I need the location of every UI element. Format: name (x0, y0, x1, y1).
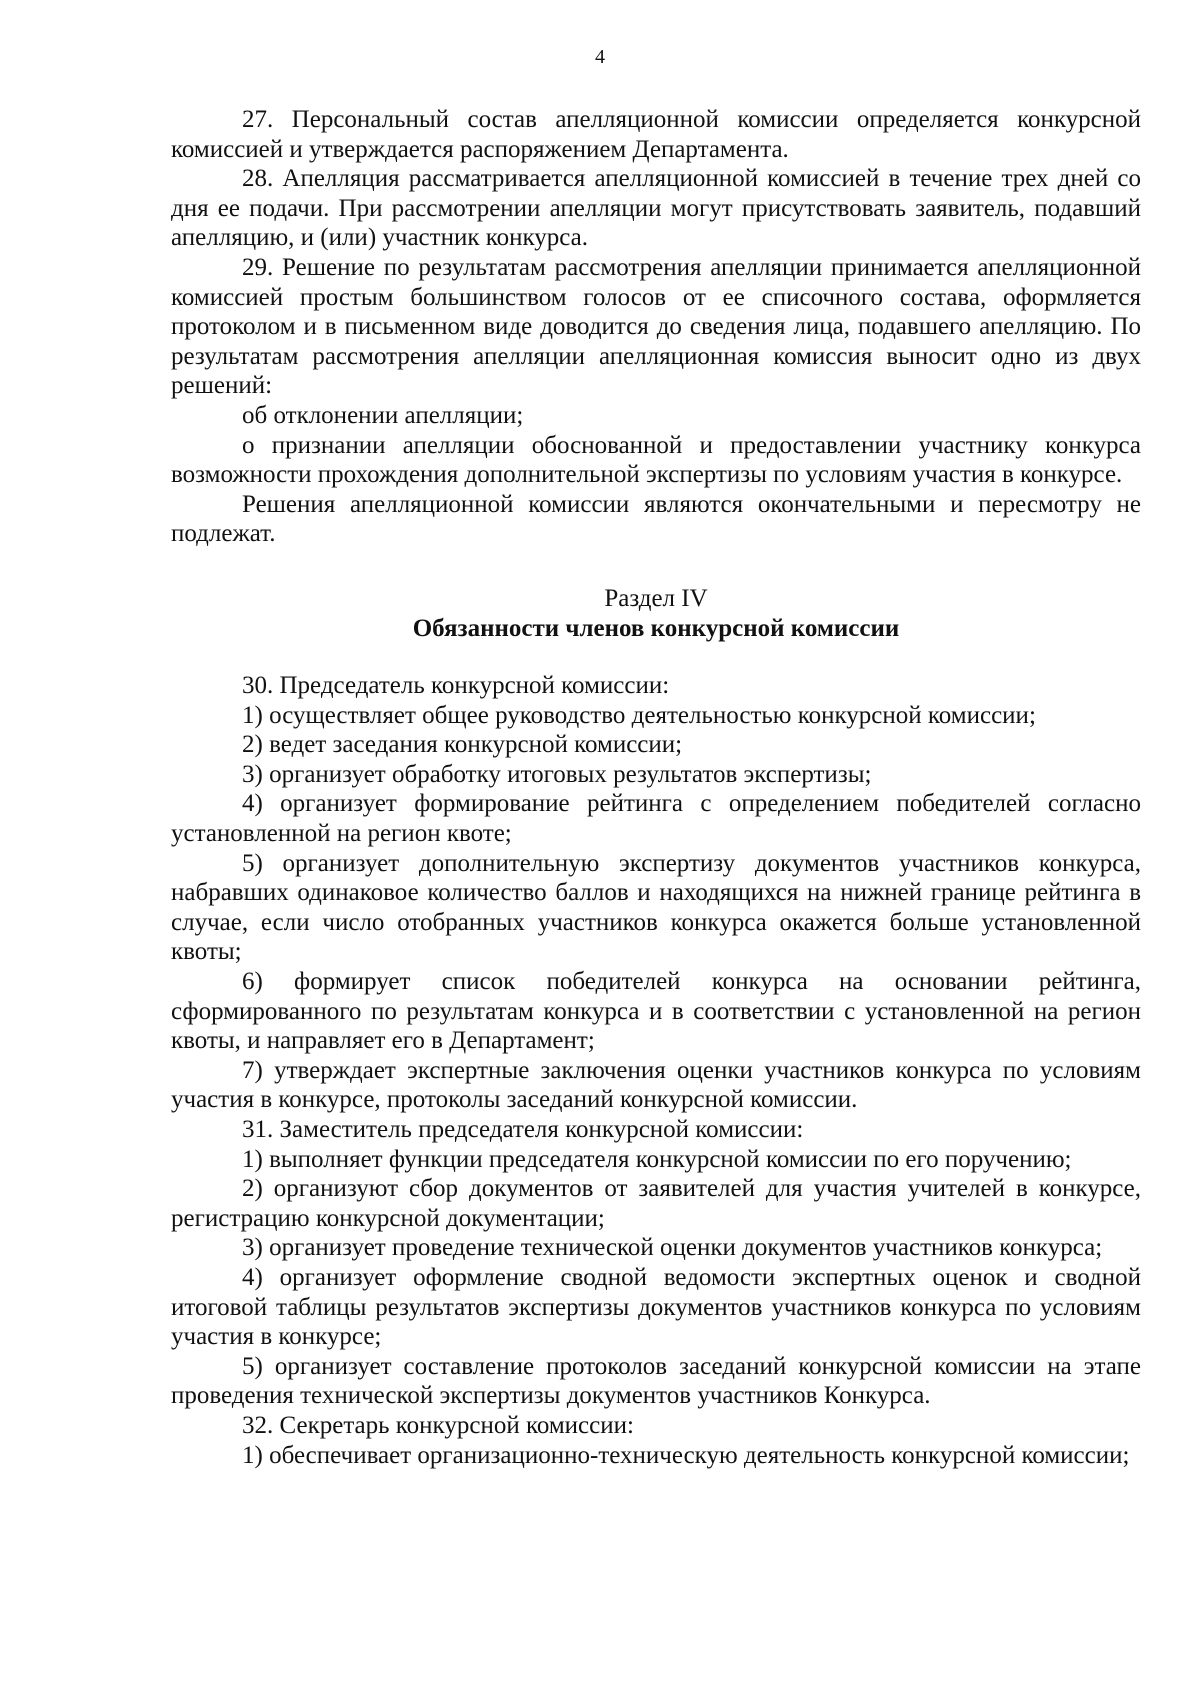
paragraph-30-item-2: 2) ведет заседания конкурсной комиссии; (242, 731, 683, 759)
paragraph-30-item-5: 5) организует дополнительную экспертизу документов участников конкурса, набравших одинаковое количество баллов и находящихся на нижней границе рейтинга в случае, если число отобранных участников конкурса окажется больше установленной квоты; (171, 849, 1141, 966)
paragraph-31-item-1: 1) выполняет функции председателя конкурсной комиссии по его поручению; (242, 1145, 1072, 1173)
paragraph-31-item-4: 4) организует оформление сводной ведомости экспертных оценок и сводной итоговой таблицы результатов экспертизы документов участников конкурса по условиям участия в конкурсе; (171, 1263, 1141, 1351)
section-gap (171, 549, 1141, 584)
paragraph-31: 31. Заместитель председателя конкурсной комиссии: (242, 1116, 804, 1143)
heading-gap (171, 643, 1141, 671)
paragraph-29: 29. Решение по результатам рассмотрения апелляции принимается апелляционной комиссией простым большинством голосов от ее списочного состава, оформляется протоколом и в письменном виде доводится до сведения лица, подавшего апелляцию. По результатам рассмотрения апелляции апелляционная комиссия выносит одно из двух решений: (171, 253, 1141, 400)
paragraph-31-item-3: 3) организует проведение технической оценки документов участников конкурса; (242, 1234, 1103, 1262)
paragraph-30-item-1: 1) осуществляет общее руководство деятельностью конкурсной комиссии; (242, 701, 1036, 729)
page-number: 4 (595, 46, 605, 68)
paragraph-32-item-1: 1) обеспечивает организационно-техническую деятельность конкурсной комиссии; (242, 1441, 1130, 1469)
paragraph-32: 32. Секретарь конкурсной комиссии: (242, 1411, 634, 1439)
paragraph-28: 28. Апелляция рассматривается апелляционной комиссией в течение трех дней со дня ее подачи. При рассмотрении апелляции могут присутствовать заявитель, подавший апелляцию, и (или) участник конкурса. (171, 165, 1141, 252)
paragraph-30-item-6: 6) формирует список победителей конкурса на основании рейтинга, сформированного по результатам конкурса и в соответствии с установленной на регион квоты, и направляет его в Департамент; (171, 968, 1141, 1055)
document-body (171, 105, 1141, 1470)
paragraph-31-item-5: 5) организует составление протоколов заседаний конкурсной комиссии на этапе проведения технической экспертизы документов участников Конкурса. (171, 1352, 1141, 1410)
paragraph-27: 27. Персональный состав апелляционной комиссии определяется конкурсной комиссией и утверждается распоряжением Департамента. (171, 106, 1141, 163)
paragraph-30-item-7: 7) утверждает экспертные заключения оценки участников конкурса по условиям участия в конкурсе, протоколы заседаний конкурсной комиссии. (171, 1056, 1141, 1114)
section-label: Раздел IV (604, 584, 708, 612)
section-heading: Обязанности членов конкурсной комиссии (412, 614, 900, 642)
paragraph-31-item-2: 2) организуют сбор документов от заявителей для участия учителей в конкурсе, регистрацию конкурсной документации; (171, 1175, 1141, 1232)
paragraph-29-final: Решения апелляционной комиссии являются окончательными и пересмотру не подлежат. (171, 490, 1141, 548)
paragraph-29-option-1: об отклонении апелляции; (242, 401, 524, 429)
paragraph-30-item-4: 4) организует формирование рейтинга с определением победителей согласно установленной на регион квоте; (171, 790, 1141, 848)
paragraph-30-item-3: 3) организует обработку итоговых результатов экспертизы; (242, 760, 872, 788)
paragraph-29-option-2: о признании апелляции обоснованной и предоставлении участнику конкурса возможности прохождения дополнительной экспертизы по условиям участия в конкурсе. (171, 431, 1141, 489)
paragraph-30: 30. Председатель конкурсной комиссии: (242, 672, 670, 700)
